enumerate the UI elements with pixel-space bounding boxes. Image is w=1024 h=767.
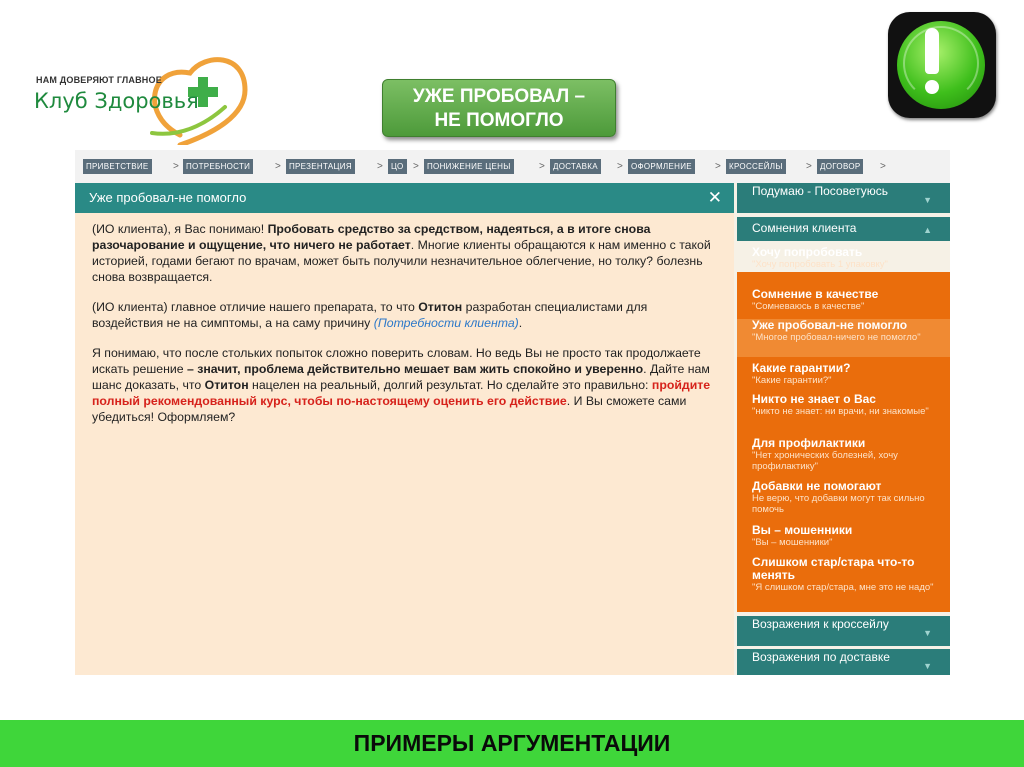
nav-separator: > bbox=[377, 161, 383, 172]
script-panel-header bbox=[75, 183, 734, 213]
nav-prezentatsiya[interactable]: ПРЕЗЕНТАЦИЯ bbox=[286, 159, 355, 174]
club-zdorovya-logo bbox=[30, 45, 260, 145]
objection-item[interactable]: Сомнение в качестве "Сомневаюсь в качестве" bbox=[752, 287, 879, 312]
objection-item[interactable]: Какие гарантии? "Какие гарантии?" bbox=[752, 361, 851, 386]
nav-tso[interactable]: ЦО bbox=[388, 159, 407, 174]
sidebar-podumayu[interactable]: Подумаю - Посоветуюсь ▼ bbox=[737, 183, 950, 213]
needs-link[interactable]: (Потребности клиента) bbox=[373, 316, 519, 330]
title-line-1: УЖЕ ПРОБОВАЛ – bbox=[412, 86, 586, 107]
nav-dostavka[interactable]: ДОСТАВКА bbox=[550, 159, 601, 174]
nav-dogovor[interactable]: ДОГОВОР bbox=[817, 159, 863, 174]
crm-screen bbox=[75, 150, 950, 675]
exclamation-icon bbox=[888, 12, 996, 118]
sidebar-vozrazheniya-dostavka[interactable]: Возражения по доставке ▼ bbox=[737, 649, 950, 675]
nav-separator: > bbox=[173, 161, 179, 172]
objection-list bbox=[737, 245, 950, 612]
objection-item[interactable]: Вы – мошенники "Вы – мошенники" bbox=[752, 523, 853, 548]
objection-item-active[interactable]: Уже пробовал-не помогло "Многое пробовал-ничего не помогло" bbox=[737, 319, 950, 357]
sidebar-somneniya-klienta[interactable]: Сомнения клиента ▲ bbox=[737, 217, 950, 241]
script-paragraph-2: (ИО клиента) главное отличие нашего препарата, то что Отитон разработан специалистами для воздействия не на симптомы, а на саму причину (Потребности клиента). bbox=[92, 300, 648, 330]
script-paragraph-3: Я понимаю, что после стольких попыток сложно поверить словам. Но ведь Вы не просто так продолжаете искать решение – значит, проблема действительно мешает вам жить спокойно и уверенно. Дайте нам шанс доказать, что Отитон нацелен на реальный, долгий результат. Но сделайте это правильно: пройдите полный рекомендованный курс, чтобы по-настоящему оценить его действие. И Вы сможете сами убедиться! Оформляем? bbox=[92, 346, 711, 424]
nav-krosseyly[interactable]: КРОССЕЙЛЫ bbox=[726, 159, 786, 174]
chevron-up-icon: ▲ bbox=[923, 225, 932, 235]
nav-separator: > bbox=[413, 161, 419, 172]
script-text bbox=[92, 221, 712, 439]
nav-potrebnosti[interactable]: ПОТРЕБНОСТИ bbox=[183, 159, 253, 174]
script-paragraph-1: (ИО клиента), я Вас понимаю! Пробовать средство за средством, надеяться, а в итоге снова разочарование и ощущение, что ничего не работает. Многие клиенты обращаются к нам именно с такой историей, годами бегают по врачам, может быть получили незначительное облегчение, но толку? болезнь снова возвращается. bbox=[92, 222, 711, 284]
title-line-2: НЕ ПОМОГЛО bbox=[434, 110, 564, 131]
objections-sidebar bbox=[734, 183, 950, 675]
chevron-down-icon: ▼ bbox=[923, 195, 932, 205]
objection-item[interactable]: Слишком стар/стара что-то менять "Я слишком стар/стара, мне это не надо" bbox=[752, 555, 934, 593]
objection-item[interactable]: Добавки не помогают Не верю, что добавки могут так сильно помочь bbox=[752, 479, 925, 515]
slide-title-badge bbox=[382, 79, 616, 137]
nav-separator: > bbox=[880, 161, 886, 172]
script-panel-body bbox=[75, 213, 734, 675]
close-icon[interactable]: ✕ bbox=[707, 188, 722, 207]
logo-brand-name: Клуб Здоровья bbox=[34, 89, 199, 113]
objection-item[interactable]: Хочу попробовать "Хочу попробовать 1 упаковку" bbox=[752, 245, 888, 270]
footer-title: ПРИМЕРЫ АРГУМЕНТАЦИИ bbox=[353, 730, 671, 756]
chevron-down-icon: ▼ bbox=[923, 628, 932, 638]
nav-separator: > bbox=[806, 161, 812, 172]
nav-separator: > bbox=[275, 161, 281, 172]
nav-separator: > bbox=[715, 161, 721, 172]
sidebar-vozrazheniya-krosseyl[interactable]: Возражения к кроссейлу ▼ bbox=[737, 616, 950, 646]
nav-separator: > bbox=[539, 161, 545, 172]
chevron-down-icon: ▼ bbox=[923, 661, 932, 671]
objection-item[interactable]: Для профилактики "Нет хронических болезней, хочу профилактику" bbox=[752, 436, 898, 472]
nav-ponizhenie-tseny[interactable]: ПОНИЖЕНИЕ ЦЕНЫ bbox=[424, 159, 514, 174]
stage-navigation bbox=[75, 150, 950, 183]
nav-oformlenie[interactable]: ОФОРМЛЕНИЕ bbox=[628, 159, 695, 174]
logo-tagline: НАМ ДОВЕРЯЮТ ГЛАВНОЕ bbox=[36, 75, 162, 85]
nav-separator: > bbox=[617, 161, 623, 172]
panel-title: Уже пробовал-не помогло bbox=[89, 190, 247, 205]
objection-item[interactable]: Никто не знает о Вас "никто не знает: ни врачи, ни знакомые" bbox=[752, 392, 929, 417]
nav-privetstvie[interactable]: ПРИВЕТСТВИЕ bbox=[83, 159, 152, 174]
footer-banner bbox=[0, 720, 1024, 767]
